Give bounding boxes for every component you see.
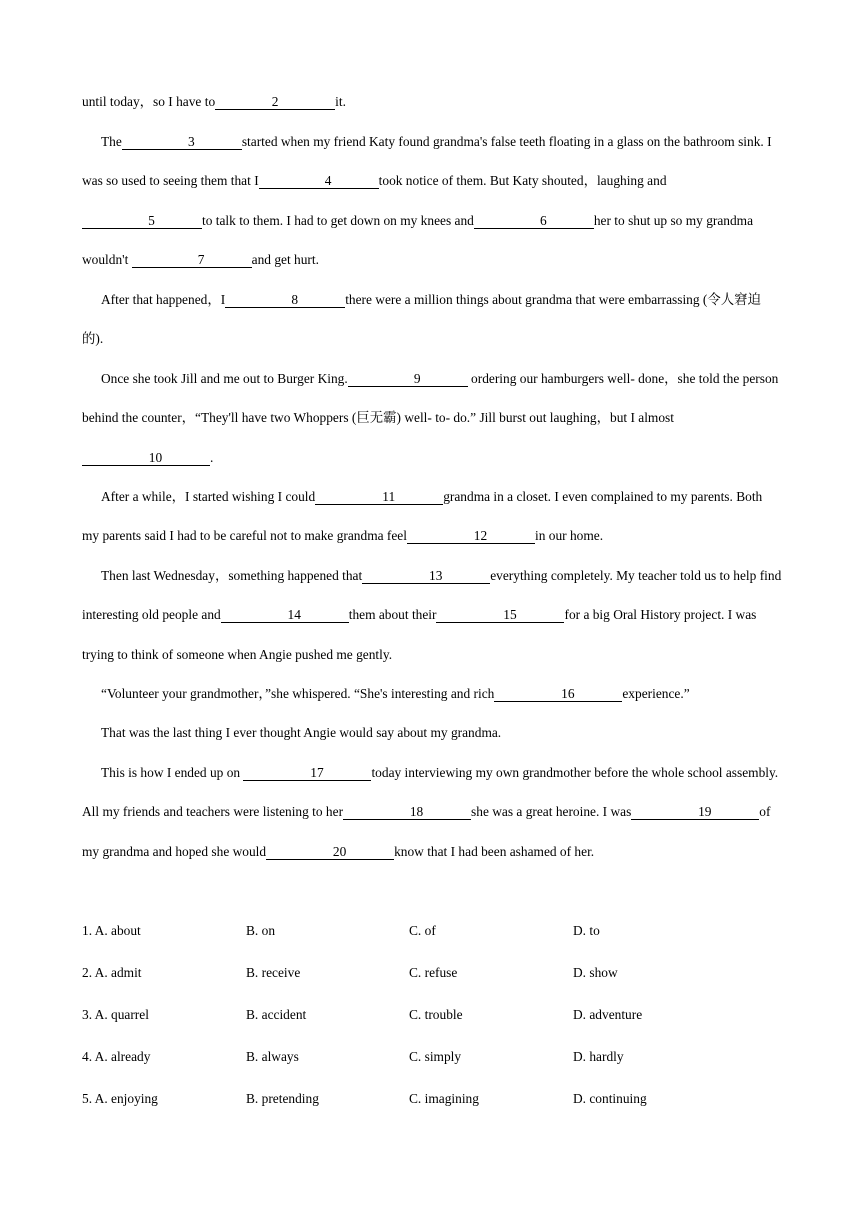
- passage-text: started when my friend Katy found grandma's false teeth floating in a glass on the bathroom sink. I was so used to seeing them that I: [82, 134, 772, 189]
- passage-paragraph-3: [82, 280, 782, 359]
- option-5-b: B. pretending: [246, 1091, 319, 1106]
- option-5-d: D. continuing: [573, 1091, 647, 1106]
- passage-paragraph-2: [82, 122, 782, 280]
- option-row-5: [82, 1085, 782, 1127]
- passage-text: The: [101, 134, 122, 149]
- option-5-c: C. imagining: [409, 1091, 479, 1106]
- option-row-4: [82, 1043, 782, 1085]
- blank-4: 4: [259, 173, 379, 189]
- option-2-c: C. refuse: [409, 965, 458, 980]
- passage-text: took notice of them. But Katy shouted，laughing and: [378, 173, 667, 189]
- passage-text: today interviewing my own grandmother before the whole school assembly. All my friends and teachers were listening to her: [82, 765, 779, 820]
- blank-12: 12: [407, 528, 535, 544]
- option-3-d: D. adventure: [573, 1007, 643, 1022]
- passage-paragraph-4: [82, 359, 782, 477]
- option-3-b: B. accident: [246, 1007, 307, 1022]
- passage-paragraph-9: [82, 753, 782, 871]
- passage-text: until today，so I have to: [82, 94, 216, 109]
- option-4-c: C. simply: [409, 1049, 462, 1064]
- passage-text: know that I had been ashamed of her.: [394, 843, 595, 859]
- blank-3: 3: [122, 134, 242, 150]
- passage-text: This is how I ended up on: [101, 765, 244, 780]
- passage-text: ordering our hamburgers well- done，she told the person behind the counter，“They'll have two Whoppers (巨无霸) well- to- do.” Jill burst out laughing，but I almost: [82, 371, 779, 426]
- blank-2: 2: [215, 94, 335, 110]
- option-4-b: B. always: [246, 1049, 299, 1064]
- option-2-d: D. show: [573, 965, 618, 980]
- blank-15: 15: [436, 607, 564, 623]
- passage-text: them about their: [348, 607, 437, 623]
- blank-16: 16: [494, 686, 622, 702]
- option-row-3: [82, 1001, 782, 1043]
- passage-text: “Volunteer your grandmother，”she whispered. “She's interesting and rich: [101, 686, 495, 701]
- passage-paragraph-5: [82, 477, 782, 556]
- passage-paragraph-1: [82, 82, 782, 121]
- blank-20: 20: [266, 844, 394, 860]
- passage-text: .: [210, 449, 214, 465]
- blank-7: 7: [132, 252, 252, 268]
- passage-text: grandma in a closet. I even complained to my parents. Both my parents said I had to be careful not to make grandma feel: [82, 489, 763, 544]
- passage-text: it.: [335, 94, 346, 109]
- passage-text: That was the last thing I ever thought Angie would say about my grandma.: [101, 725, 502, 740]
- passage-text: Once she took Jill and me out to Burger King.: [101, 371, 348, 386]
- option-1-a: 1. A. about: [82, 923, 141, 938]
- option-row-2: [82, 959, 782, 1001]
- option-4-d: D. hardly: [573, 1049, 624, 1064]
- option-1-c: C. of: [409, 923, 436, 938]
- option-2-b: B. receive: [246, 965, 301, 980]
- option-2-a: 2. A. admit: [82, 965, 142, 980]
- blank-9: 9: [348, 371, 468, 387]
- passage-text: for a big Oral History project. I was trying to think of someone when Angie pushed me gently.: [82, 607, 757, 662]
- passage-text: and get hurt.: [251, 252, 319, 268]
- passage-text: After a while，I started wishing I could: [101, 489, 316, 504]
- blank-11: 11: [315, 489, 443, 505]
- blank-13: 13: [362, 568, 490, 584]
- option-row-1: [82, 917, 782, 959]
- passage-paragraph-8: [82, 713, 782, 752]
- blank-10: 10: [82, 450, 210, 466]
- option-5-a: 5. A. enjoying: [82, 1091, 158, 1106]
- passage-text: experience.”: [622, 686, 690, 701]
- blank-19: 19: [631, 804, 759, 820]
- blank-6: 6: [474, 213, 594, 229]
- option-3-c: C. trouble: [409, 1007, 463, 1022]
- blank-8: 8: [225, 292, 345, 308]
- passage-text: After that happened，I: [101, 292, 226, 307]
- passage-text: everything completely. My teacher told us to help find interesting old people and: [82, 568, 782, 623]
- passage-paragraph-6: [82, 556, 782, 674]
- passage-text: she was a great heroine. I was: [471, 804, 632, 820]
- passage-paragraph-7: [82, 674, 782, 713]
- blank-5: 5: [82, 213, 202, 229]
- passage-text: there were a million things about grandma that were embarrassing (令人窘迫的).: [82, 292, 761, 347]
- passage-text: her to shut up so my grandma wouldn't: [82, 212, 754, 268]
- passage-text: of my grandma and hoped she would: [82, 804, 771, 859]
- option-4-a: 4. A. already: [82, 1049, 151, 1064]
- blank-14: 14: [221, 607, 349, 623]
- passage-text: Then last Wednesday，something happened that: [101, 568, 363, 583]
- option-1-d: D. to: [573, 923, 600, 938]
- blank-17: 17: [243, 765, 371, 781]
- blank-18: 18: [343, 804, 471, 820]
- passage-text: to talk to them. I had to get down on my knees and: [202, 212, 474, 228]
- passage-text: in our home.: [534, 528, 604, 544]
- option-3-a: 3. A. quarrel: [82, 1007, 149, 1022]
- answer-options: [82, 917, 782, 1127]
- option-1-b: B. on: [246, 923, 276, 938]
